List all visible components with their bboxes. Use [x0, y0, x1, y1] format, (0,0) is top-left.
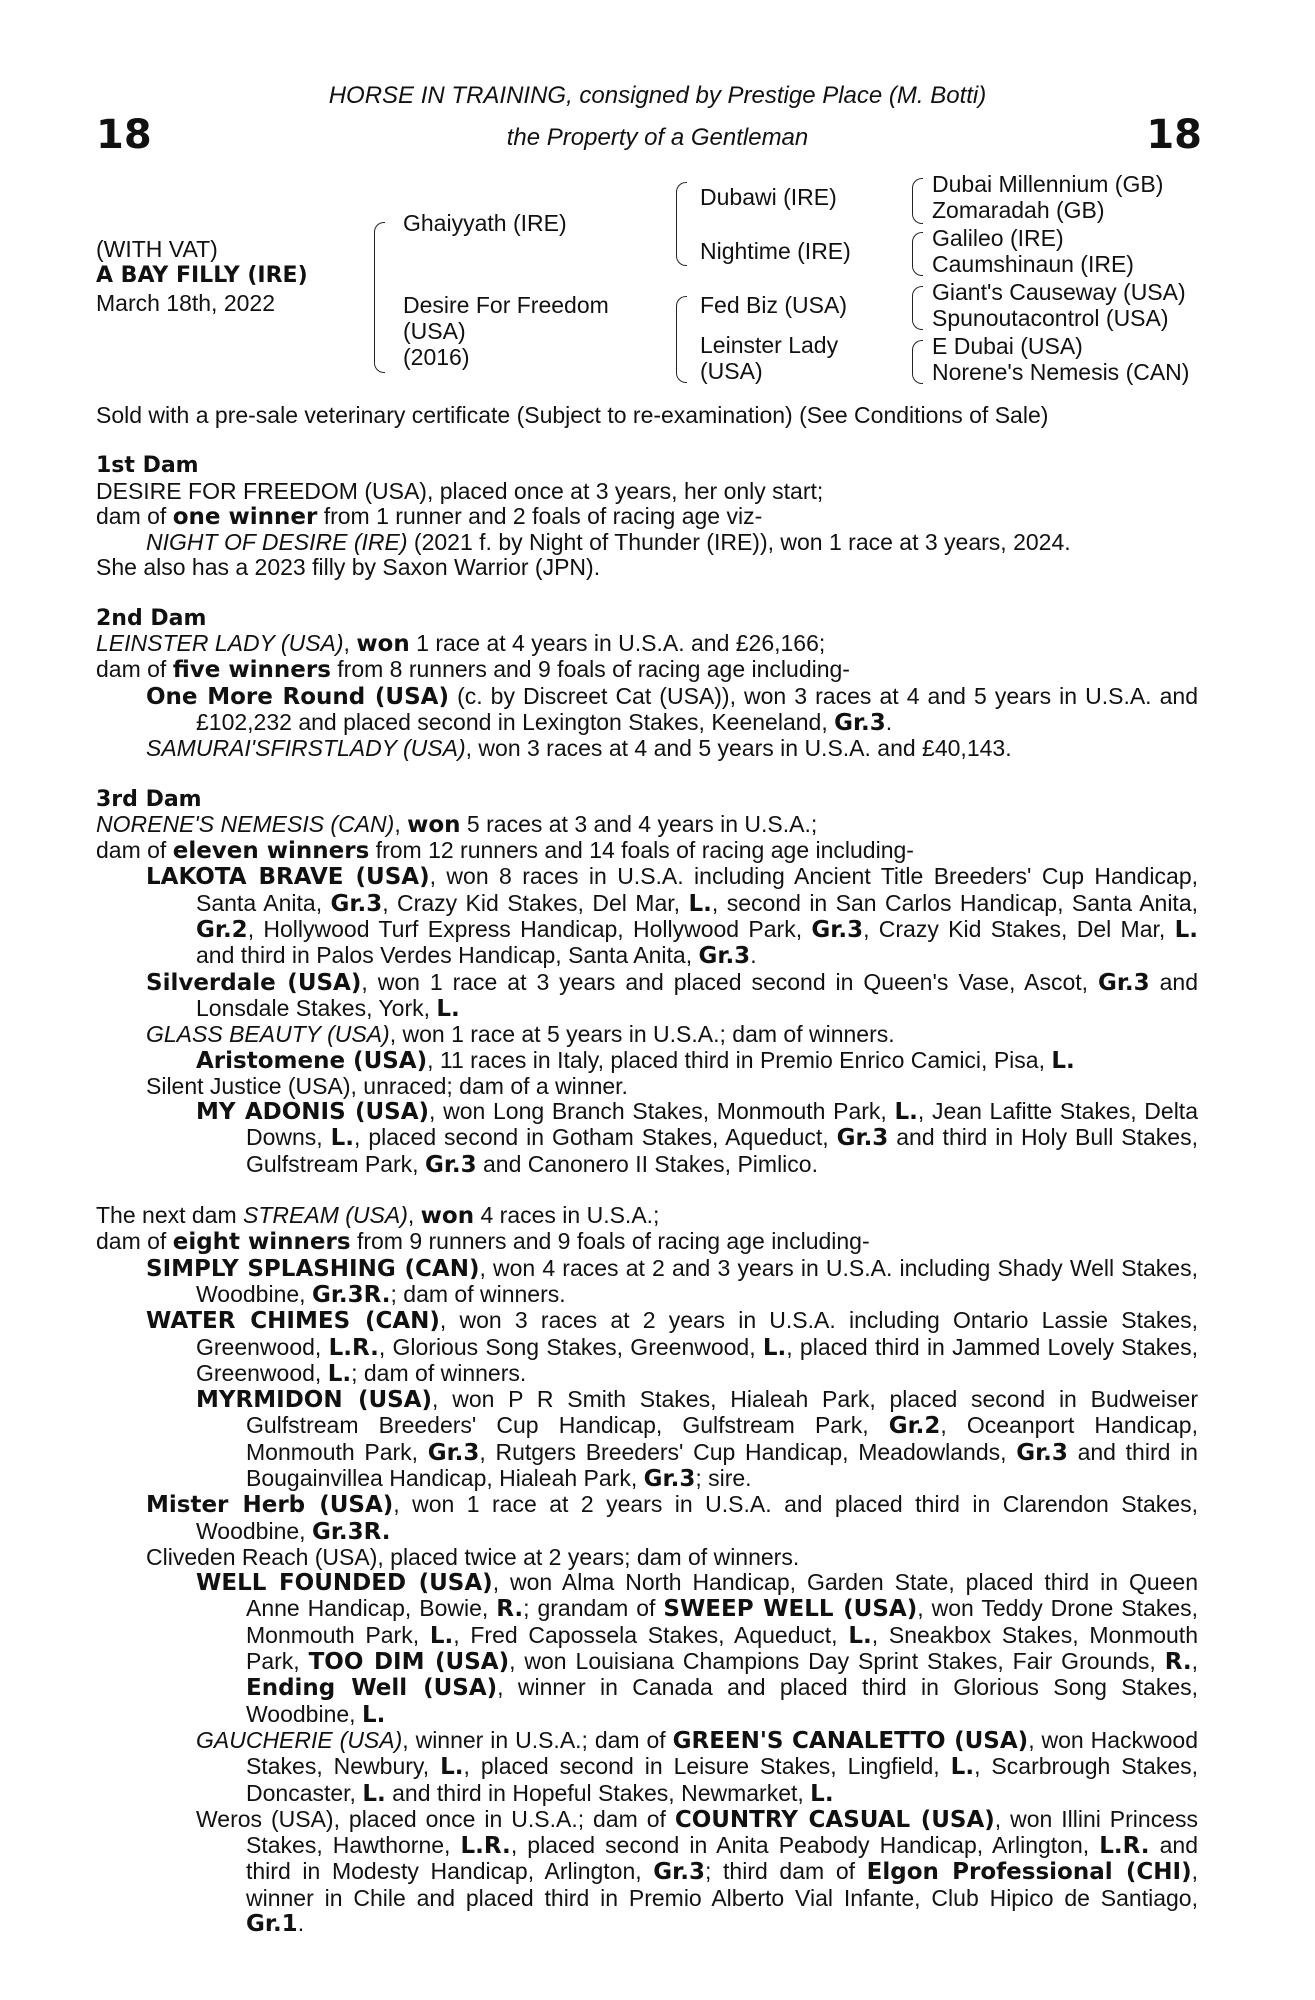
third-dam-line: NORENE'S NEMESIS (CAN), won 5 races at 3 and 4 years in U.S.A.; [96, 810, 818, 838]
next-dam-line: The next dam STREAM (USA), won 4 races in U.S.A.; [96, 1202, 660, 1230]
second-dam-produce: dam of five winners from 8 runners and 9 foals of racing age including- [96, 656, 850, 684]
bracket-sire-bottom [374, 304, 385, 373]
gg-6: Spunoutacontrol (USA) [932, 305, 1169, 331]
sire-name: Ghaiyyath (IRE) [403, 210, 567, 236]
gg-3: Galileo (IRE) [932, 225, 1064, 251]
gg-5: Giant's Causeway (USA) [932, 279, 1186, 305]
gg-1: Dubai Millennium (GB) [932, 171, 1164, 197]
next-dam-entry-myrmidon: MYRMIDON (USA), won P R Smith Stakes, Hialeah Park, placed second in Budweiser Gulfstream Breeders' Cup Handicap, Gulfstream Park, Gr.2, Oceanport Handicap, Monmouth Park, Gr.3, Rutgers Breeders' Cup Handicap, Meadowlands, Gr.3 and third in Bougainvillea Handicap, Hialeah Park, Gr.3; sire. [196, 1386, 1198, 1492]
dam-name-line1: Desire For Freedom [403, 292, 609, 318]
second-dam-entry-2: SAMURAI'SFIRSTLADY (USA), won 3 races at 4 and 5 years in U.S.A. and £40,143. [146, 735, 1012, 762]
bracket-g1 [912, 178, 923, 224]
dam-name-line3: (2016) [403, 344, 470, 370]
bracket-g3 [912, 286, 923, 330]
first-dam-heading: 1st Dam [96, 453, 199, 479]
property-line: the Property of a Gentleman [506, 124, 809, 151]
third-dam-entry-silent-justice: Silent Justice (USA), unraced; dam of a winner. [146, 1072, 628, 1099]
first-dam-note: She also has a 2023 filly by Saxon Warrior (JPN). [96, 554, 601, 581]
sire-dam: Nightime (IRE) [700, 238, 851, 264]
bracket-ds-top [676, 296, 687, 337]
next-dam-entry-gaucherie: GAUCHERIE (USA), winner in U.S.A.; dam of GREEN'S CANALETTO (USA), won Hackwood Stakes, Newbury, L., placed second in Leisure Stakes, Lingfield, L., Scarbrough Stakes, Doncaster, L. and third in Hopeful Stakes, Newmarket, L. [196, 1726, 1199, 1807]
bracket-g2 [912, 232, 923, 276]
next-dam-produce: dam of eight winners from 9 runners and 9 foals of racing age including- [96, 1228, 870, 1256]
gg-8: Norene's Nemesis (CAN) [932, 359, 1190, 385]
dam-dam-line2: (USA) [700, 358, 763, 384]
second-dam-line: LEINSTER LADY (USA), won 1 race at 4 years in U.S.A. and £26,166; [96, 630, 826, 658]
third-dam-entry-lakota: LAKOTA BRAVE (USA), won 8 races in U.S.A. including Ancient Title Breeders' Cup Handicap, Santa Anita, Gr.3, Crazy Kid Stakes, Del Mar, L., second in San Carlos Handicap, Santa Anita, Gr.2, Hollywood Turf Express Handicap, Hollywood Park, Gr.3, Crazy Kid Stakes, Del Mar, L. and third in Palos Verdes Handicap, Santa Anita, Gr.3. [146, 863, 1199, 970]
first-dam-line: DESIRE FOR FREEDOM (USA), placed once at 3 years, her only start; [96, 477, 824, 504]
second-dam-heading: 2nd Dam [96, 605, 207, 631]
bracket-ss-bottom [676, 227, 687, 266]
consignor-line: HORSE IN TRAINING, consigned by Prestige Place (M. Botti) [328, 82, 987, 109]
dam-name-line2: (USA) [403, 318, 466, 344]
first-dam-produce: dam of one winner from 1 runner and 2 foals of racing age viz- [96, 502, 763, 530]
gg-4: Caumshinaun (IRE) [932, 251, 1134, 277]
dam-dam-line1: Leinster Lady [700, 332, 839, 358]
sire-sire: Dubawi (IRE) [700, 184, 837, 210]
next-dam-entry-well-founded: WELL FOUNDED (USA), won Alma North Handicap, Garden State, placed third in Queen Anne Handicap, Bowie, R.; grandam of SWEEP WELL (USA), won Teddy Drone Stakes, Monmouth Park, L., Fred Capossela Stakes, Aqueduct, L., Sneakbox Stakes, Monmouth Park, TOO DIM (USA), won Louisiana Champions Day Sprint Stakes, Fair Grounds, R., Ending Well (USA), winner in Canada and placed third in Glorious Song Stakes, Woodbine, L. [196, 1569, 1199, 1728]
vat-label: (WITH VAT) [96, 236, 218, 262]
gg-2: Zomaradah (GB) [932, 197, 1105, 223]
third-dam-produce: dam of eleven winners from 12 runners and 14 foals of racing age including- [96, 837, 914, 865]
bracket-g4 [912, 340, 923, 384]
third-dam-entry-aristomene: Aristomene (USA), 11 races in Italy, placed third in Premio Enrico Camici, Pisa, L. [196, 1046, 1075, 1074]
third-dam-entry-my-adonis: MY ADONIS (USA), won Long Branch Stakes, Monmouth Park, L., Jean Lafitte Stakes, Delta Downs, L., placed second in Gotham Stakes, Aqueduct, Gr.3 and third in Holy Bull Stakes, Gulfstream Park, Gr.3 and Canonero II Stakes, Pimlico. [196, 1098, 1198, 1178]
next-dam-entry-mister-herb: Mister Herb (USA), won 1 race at 2 years in U.S.A. and placed third in Clarendon Stakes, Woodbine, Gr.3R. [146, 1491, 1198, 1545]
vet-certificate-note: Sold with a pre-sale veterinary certificate (Subject to re-examination) (See Conditions of Sale) [96, 402, 1049, 428]
third-dam-entry-silverdale: Silverdale (USA), won 1 race at 3 years and placed second in Queen's Vase, Ascot, Gr.3 and Lonsdale Stakes, York, L. [146, 968, 1198, 1022]
bracket-ds-bottom [676, 336, 687, 383]
gg-7: E Dubai (USA) [932, 333, 1083, 359]
bracket-ss-top [676, 182, 687, 228]
third-dam-heading: 3rd Dam [96, 786, 202, 812]
next-dam-entry-simply-splashing: SIMPLY SPLASHING (CAN), won 4 races at 2 and 3 years in U.S.A. including Shady Well Stakes, Woodbine, Gr.3R.; dam of winners. [146, 1254, 1198, 1308]
catalogue-body [96, 403, 1198, 1937]
second-dam-entry-1: One More Round (USA) (c. by Discreet Cat (USA)), won 3 races at 4 and 5 years in U.S.A. and £102,232 and placed second in Lexington Stakes, Keeneland, Gr.3. [146, 682, 1199, 736]
third-dam-entry-glass-beauty: GLASS BEAUTY (USA), won 1 race at 5 years in U.S.A.; dam of winners. [146, 1021, 895, 1048]
foaling-date: March 18th, 2022 [96, 290, 276, 316]
next-dam-entry-water-chimes: WATER CHIMES (CAN), won 3 races at 2 years in U.S.A. including Ontario Lassie Stakes, Greenwood, L.R., Glorious Song Stakes, Greenwood, L., placed third in Jammed Lovely Stakes, Greenwood, L.; dam of winners. [146, 1307, 1199, 1387]
first-dam-offspring: NIGHT OF DESIRE (IRE) (2021 f. by Night of Thunder (IRE)), won 1 race at 3 years, 2024. [146, 529, 1071, 556]
next-dam-entry-cliveden-reach: Cliveden Reach (USA), placed twice at 2 years; dam of winners. [146, 1543, 800, 1570]
lot-number-left: 18 [96, 112, 152, 158]
horse-name: A BAY FILLY (IRE) [96, 263, 308, 288]
next-dam-entry-weros: Weros (USA), placed once in U.S.A.; dam of COUNTRY CASUAL (USA), won Illini Princess Stakes, Hawthorne, L.R., placed second in Anita Peabody Handicap, Arlington, L.R. and third in Modesty Handicap, Arlington, Gr.3; third dam of Elgon Professional (CHI), winner in Chile and placed third in Premio Alberto Vial Infante, Club Hipico de Santiago, Gr.1. [196, 1805, 1199, 1938]
dam-sire: Fed Biz (USA) [700, 292, 847, 318]
lot-number-right: 18 [1146, 112, 1202, 158]
bracket-sire-top [374, 222, 385, 305]
